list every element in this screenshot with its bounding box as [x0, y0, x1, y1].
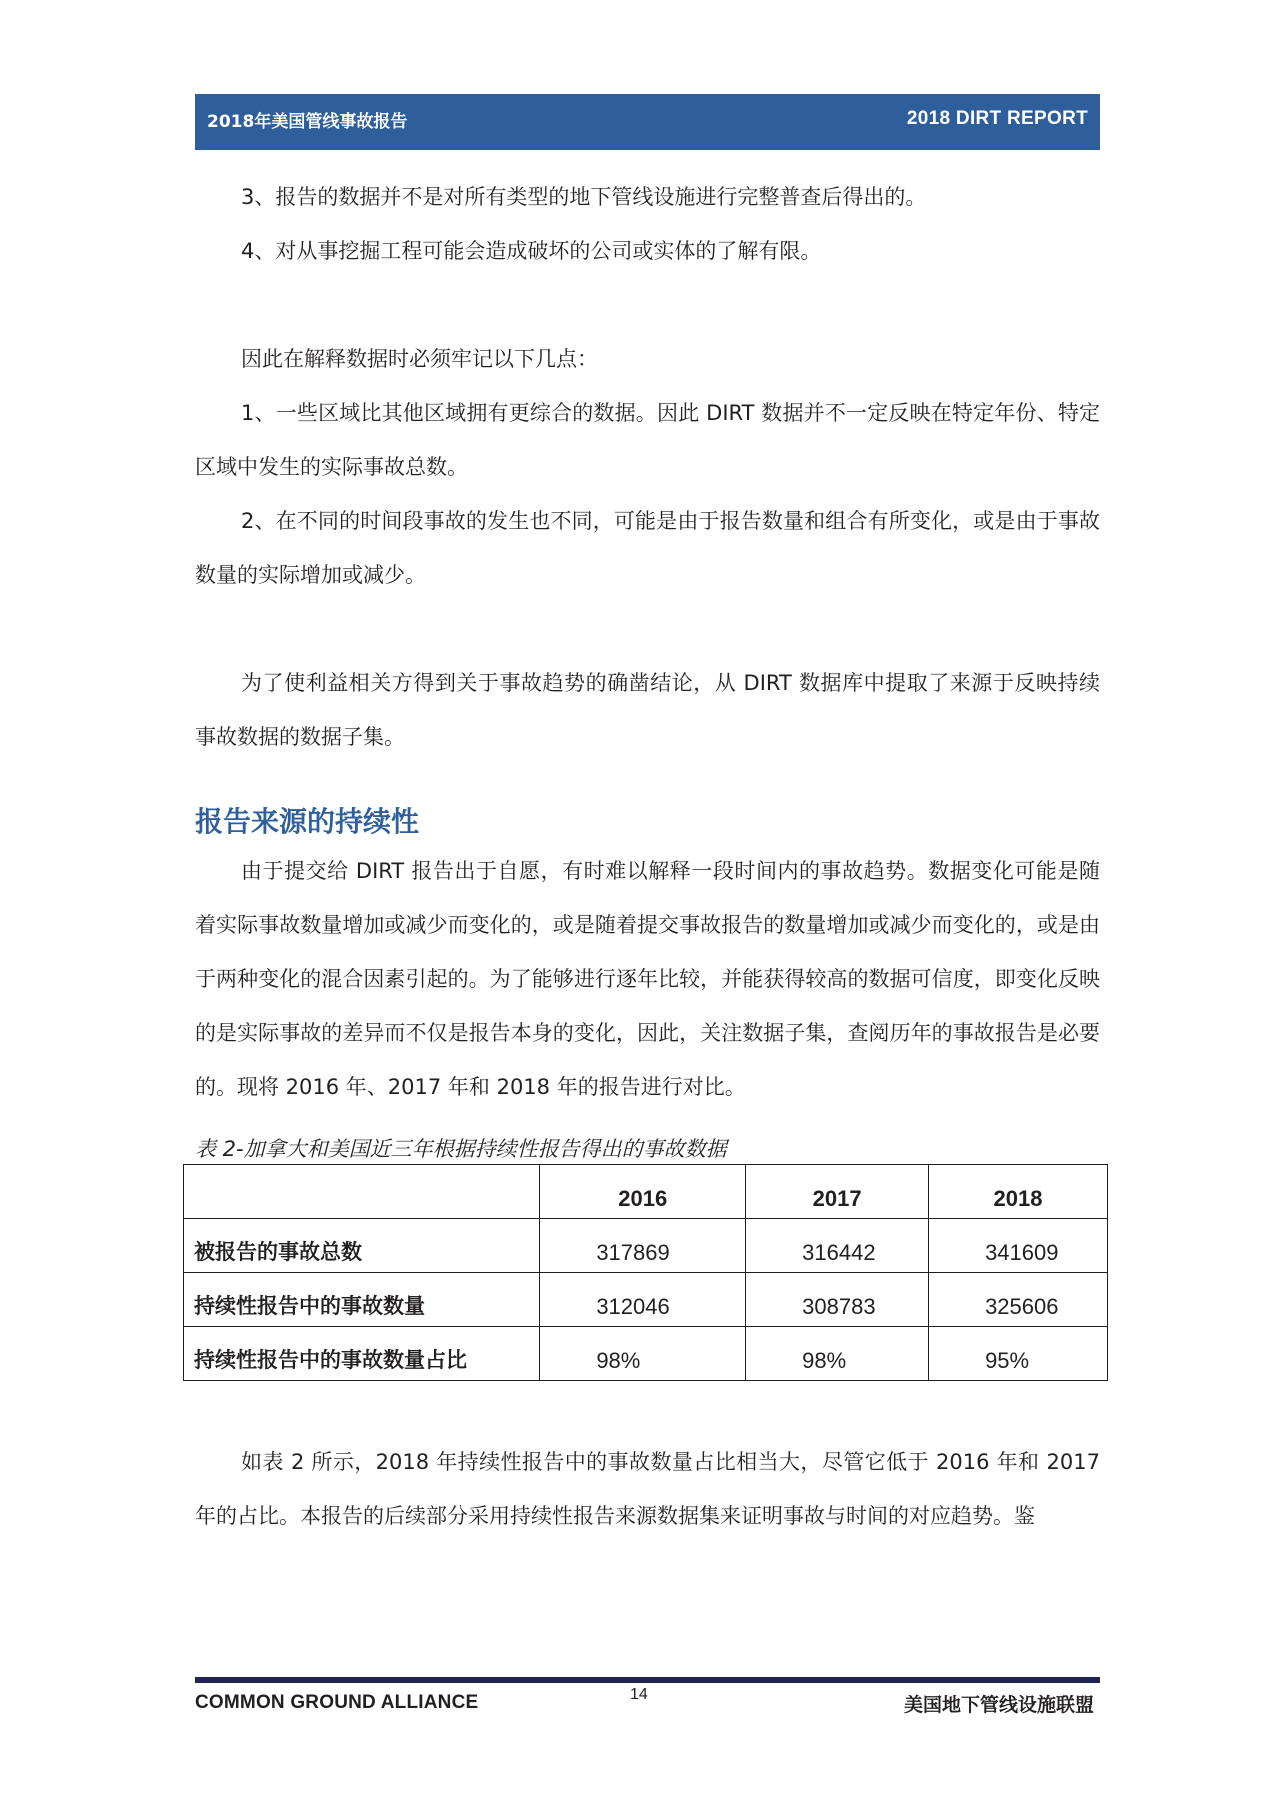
table-row	[184, 1273, 1108, 1327]
row-label: 持续性报告中的事故数量	[184, 1273, 540, 1327]
footer-org-en: COMMON GROUND ALLIANCE	[195, 1692, 479, 1713]
paragraph: 3、报告的数据并不是对所有类型的地下管线设施进行完整普查后得出的。	[241, 185, 927, 209]
row-label: 被报告的事故总数	[184, 1219, 540, 1273]
paragraph: 如表 2 所示，2018 年持续性报告中的事故数量占比相当大，尽管它低于 2016 年和 2017 年的占比。本报告的后续部分采用持续性报告来源数据集来证明事故与时间的对应趋势。鉴	[195, 1450, 1100, 1528]
footer-org-cn: 美国地下管线设施联盟	[903, 1694, 1094, 1716]
year-header: 2017	[746, 1165, 929, 1219]
header-title-cn: 2018年美国管线事故报告	[207, 111, 408, 132]
table-cell: 312046	[540, 1273, 746, 1327]
section-heading: 报告来源的持续性	[195, 805, 420, 838]
table-header-row	[184, 1165, 1108, 1219]
table-cell: 308783	[746, 1273, 929, 1327]
table-cell: 325606	[929, 1273, 1108, 1327]
table-row	[184, 1327, 1108, 1381]
footer-rule	[195, 1677, 1100, 1683]
page-number: 14	[630, 1686, 648, 1703]
table-row	[184, 1219, 1108, 1273]
row-label: 持续性报告中的事故数量占比	[184, 1327, 540, 1381]
paragraph: 1、一些区域比其他区域拥有更综合的数据。因此 DIRT 数据并不一定反映在特定年份、特定区域中发生的实际事故总数。	[195, 401, 1100, 479]
table-cell: 98%	[540, 1327, 746, 1381]
header-title-en: 2018 DIRT REPORT	[906, 108, 1088, 129]
table-cell: 95%	[929, 1327, 1108, 1381]
page-header	[195, 94, 1100, 150]
table-cell: 317869	[540, 1219, 746, 1273]
paragraph: 由于提交给 DIRT 报告出于自愿，有时难以解释一段时间内的事故趋势。数据变化可能是随着实际事故数量增加或减少而变化的，或是随着提交事故报告的数量增加或减少而变化的，或是由于两种变化的混合因素引起的。为了能够进行逐年比较，并能获得较高的数据可信度，即变化反映的是实际事故的差异而不仅是报告本身的变化，因此，关注数据子集，查阅历年的事故报告是必要的。现将 2016 年、2017 年和 2018 年的报告进行对比。	[195, 859, 1100, 1099]
table-cell: 341609	[929, 1219, 1108, 1273]
incident-table	[183, 1164, 1108, 1381]
year-header: 2018	[929, 1165, 1108, 1219]
table-corner-cell	[184, 1165, 540, 1219]
table-cell: 98%	[746, 1327, 929, 1381]
page-body	[195, 170, 1100, 1543]
paragraph: 因此在解释数据时必须牢记以下几点：	[241, 347, 598, 371]
paragraph: 2、在不同的时间段事故的发生也不同，可能是由于报告数量和组合有所变化，或是由于事故数量的实际增加或减少。	[195, 509, 1100, 587]
table-caption: 表 2-加拿大和美国近三年根据持续性报告得出的事故数据	[195, 1137, 727, 1161]
table-cell: 316442	[746, 1219, 929, 1273]
year-header: 2016	[540, 1165, 746, 1219]
paragraph: 为了使利益相关方得到关于事故趋势的确凿结论，从 DIRT 数据库中提取了来源于反映持续事故数据的数据子集。	[195, 671, 1100, 749]
paragraph: 4、对从事挖掘工程可能会造成破坏的公司或实体的了解有限。	[241, 239, 822, 263]
